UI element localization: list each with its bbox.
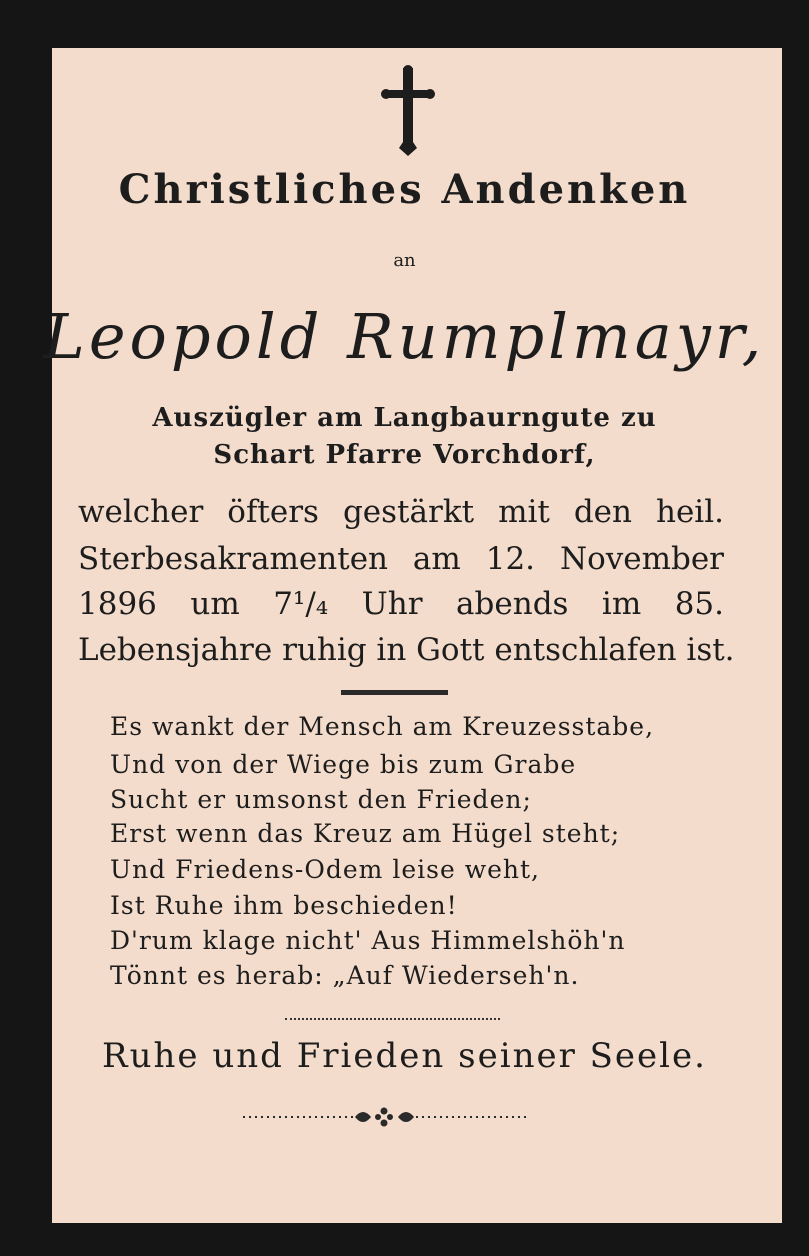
poem-line: D'rum klage nicht' Aus Himmelshöh'n — [110, 926, 626, 955]
body-line: Sterbesakramenten am 12. November — [78, 541, 724, 577]
poem-line: Erst wenn das Kreuz am Hügel steht; — [110, 819, 621, 848]
occupation-line-1: Auszügler am Langbaurngute zu — [152, 403, 657, 433]
closing-blessing: Ruhe und Frieden seiner Seele. — [102, 1036, 707, 1076]
body-line: welcher öfters gestärkt mit den heil. — [78, 494, 724, 530]
card-title: Christliches Andenken — [118, 166, 691, 213]
poem-line: Tönnt es herab: „Auf Wiederseh'n. — [110, 961, 580, 990]
divider-rule — [341, 690, 448, 695]
preposition: an — [393, 250, 416, 271]
body-line: 1896 um 7¹/₄ Uhr abends im 85. — [78, 586, 724, 622]
cross-icon — [380, 64, 436, 158]
poem-line: Und von der Wiege bis zum Grabe — [110, 750, 577, 779]
poem-line: Ist Ruhe ihm beschieden! — [110, 891, 458, 920]
poem-line: Sucht er umsonst den Frieden; — [110, 785, 532, 814]
body-line: Lebensjahre ruhig in Gott entschlafen ist. — [78, 632, 735, 668]
deceased-name: Leopold Rumplmayr, — [43, 300, 766, 373]
poem-line: Es wankt der Mensch am Kreuzesstabe, — [110, 712, 655, 741]
dotted-divider — [285, 1018, 500, 1023]
ornament-icon — [243, 1102, 526, 1132]
poem-line: Und Friedens-Odem leise weht, — [110, 855, 540, 884]
occupation-line-2: Schart Pfarre Vorchdorf, — [213, 440, 596, 470]
